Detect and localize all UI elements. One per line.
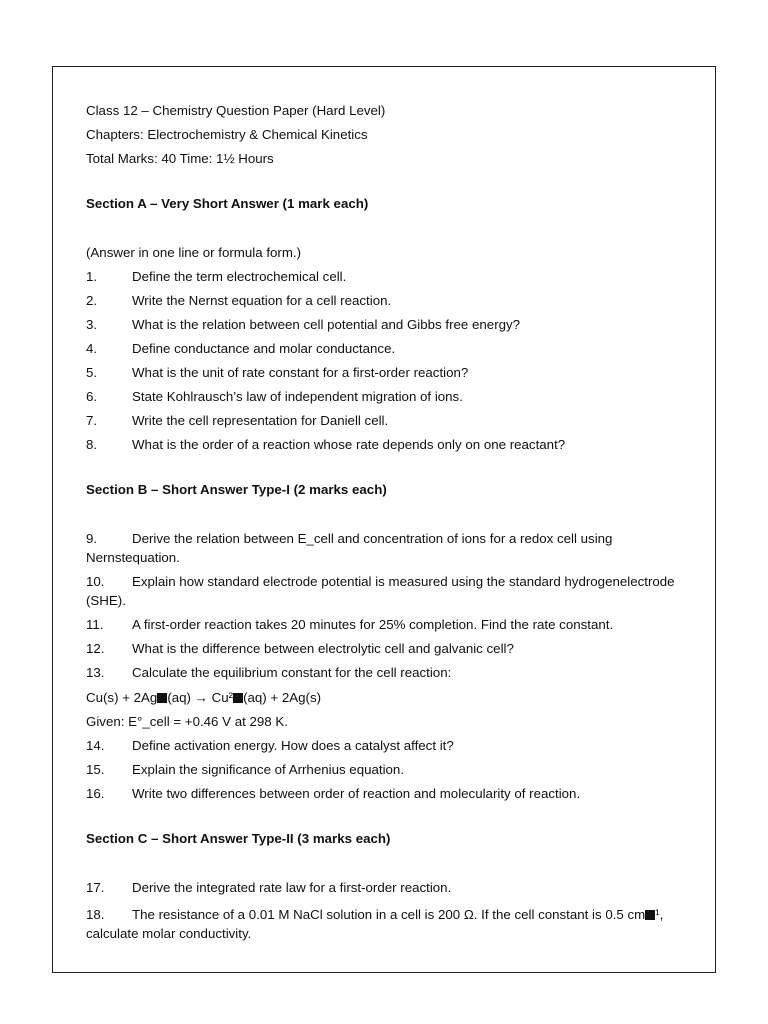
paper-title: Class 12 – Chemistry Question Paper (Hard Level) <box>86 103 386 118</box>
question-text: What is the unit of rate constant for a first-order reaction? <box>132 365 469 380</box>
question-item <box>86 784 706 803</box>
question-item <box>86 315 706 334</box>
reaction-equation <box>86 688 706 707</box>
question-number: 15. <box>86 762 105 777</box>
question-number: 10. <box>86 574 105 589</box>
question-text: A first-order reaction takes 20 minutes for 25% completion. Find the rate constant. <box>132 617 614 632</box>
question-text: Define activation energy. How does a catalyst affect it? <box>132 738 454 753</box>
question-text: Write the Nernst equation for a cell reaction. <box>132 293 392 308</box>
section-c-title: Section C – Short Answer Type-II (3 marks each) <box>86 831 391 846</box>
paper-marks-time: Total Marks: 40 Time: 1½ Hours <box>86 151 274 166</box>
question-text: Calculate the equilibrium constant for the cell reaction: <box>132 665 452 680</box>
question-text: ¹, calculate molar conductivity. <box>86 907 664 941</box>
question-number: 1. <box>86 269 98 284</box>
question-text: What is the difference between electrolytic cell and galvanic cell? <box>132 641 514 656</box>
question-text: Derive the relation between E_cell and concentration of ions for a redox cell using Nernstequation. <box>86 531 613 565</box>
missing-glyph-icon <box>157 693 167 703</box>
question-text: State Kohlrausch’s law of independent migration of ions. <box>132 389 463 404</box>
question-number: 12. <box>86 641 105 656</box>
question-number: 17. <box>86 880 105 895</box>
question-item <box>86 663 706 682</box>
question-paper <box>86 101 706 948</box>
question-number: 18. <box>86 907 105 922</box>
question-text: Define conductance and molar conductance. <box>132 341 396 356</box>
reaction-part: (aq) → Cu² <box>167 690 234 705</box>
question-text: Write the cell representation for Daniell cell. <box>132 413 389 428</box>
question-text: Explain the significance of Arrhenius equation. <box>132 762 405 777</box>
question-item <box>86 387 706 406</box>
question-number: 8. <box>86 437 98 452</box>
question-item <box>86 639 706 658</box>
reaction-part: Cu(s) + 2Ag <box>86 690 158 705</box>
paper-chapters: Chapters: Electrochemistry & Chemical Kinetics <box>86 127 368 142</box>
question-item <box>86 760 706 779</box>
question-text: What is the order of a reaction whose rate depends only on one reactant? <box>132 437 566 452</box>
question-number: 11. <box>86 617 104 632</box>
question-item <box>86 363 706 382</box>
question-item <box>86 529 706 567</box>
given-data: Given: E°_cell = +0.46 V at 298 K. <box>86 714 288 729</box>
question-number: 16. <box>86 786 105 801</box>
question-text: Write two differences between order of reaction and molecularity of reaction. <box>132 786 581 801</box>
missing-glyph-icon <box>645 910 655 920</box>
question-text: The resistance of a 0.01 M NaCl solution in a cell is 200 Ω. If the cell constant is 0.5 cm <box>132 907 646 922</box>
question-item <box>86 291 706 310</box>
question-item <box>86 878 706 897</box>
missing-glyph-icon <box>233 693 243 703</box>
question-item <box>86 572 706 610</box>
question-number: 13. <box>86 665 105 680</box>
question-item <box>86 435 706 454</box>
question-number: 7. <box>86 413 98 428</box>
section-a-title: Section A – Very Short Answer (1 mark each) <box>86 196 369 211</box>
question-number: 5. <box>86 365 98 380</box>
question-number: 14. <box>86 738 105 753</box>
question-item <box>86 615 706 634</box>
question-item <box>86 411 706 430</box>
section-b-title: Section B – Short Answer Type-I (2 marks each) <box>86 482 387 497</box>
question-text: Explain how standard electrode potential is measured using the standard hydrogenelectrode (SHE). <box>86 574 675 608</box>
reaction-part: (aq) + 2Ag(s) <box>243 690 322 705</box>
question-item <box>86 736 706 755</box>
question-text: Derive the integrated rate law for a first-order reaction. <box>132 880 452 895</box>
question-item <box>86 905 706 943</box>
question-number: 3. <box>86 317 98 332</box>
question-text: What is the relation between cell potential and Gibbs free energy? <box>132 317 521 332</box>
question-number: 6. <box>86 389 98 404</box>
question-text: Define the term electrochemical cell. <box>132 269 347 284</box>
section-a-note: (Answer in one line or formula form.) <box>86 245 302 260</box>
question-item <box>86 267 706 286</box>
question-number: 2. <box>86 293 98 308</box>
question-item <box>86 339 706 358</box>
question-number: 4. <box>86 341 98 356</box>
question-number: 9. <box>86 531 98 546</box>
